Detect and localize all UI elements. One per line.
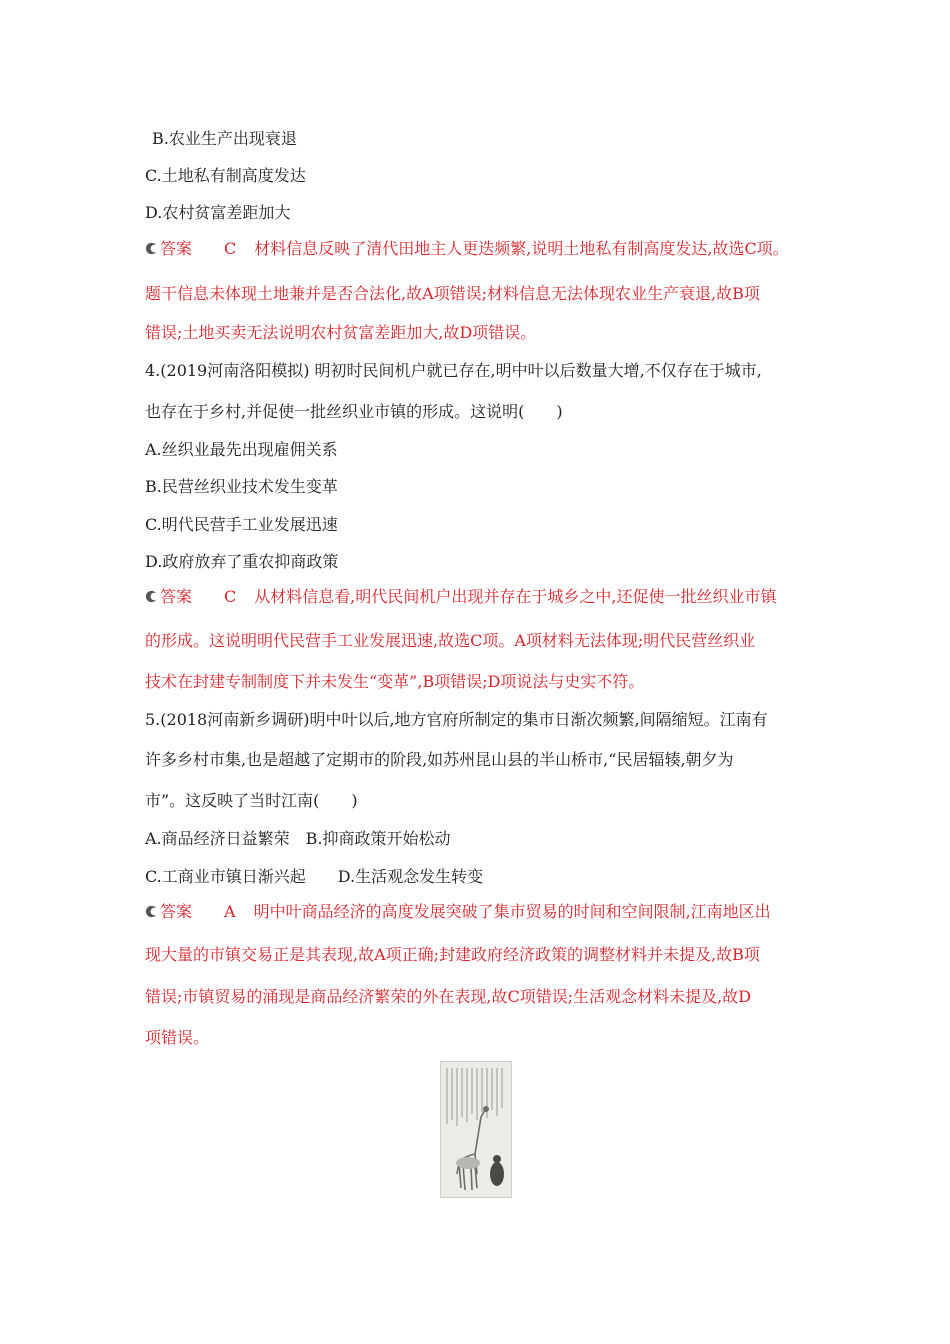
answer-letter: C: [224, 239, 237, 258]
giraffe-painting-image: [440, 1061, 512, 1198]
q4-option-d: D.政府放弃了重农抑商政策: [145, 552, 339, 571]
q3-answer-line-1: [145, 239, 789, 259]
q5-answer-line-4: 项错误。: [145, 1028, 210, 1047]
q5-answer-line-1: [145, 902, 771, 922]
answer-text: 从材料信息看,明代民间机户出现并存在于城乡之中,还促使一批丝织业市镇: [254, 587, 777, 606]
q4-option-c: C.明代民营手工业发展迅速: [145, 515, 338, 534]
answer-marker-icon: [145, 905, 158, 918]
answer-letter: A: [224, 902, 236, 921]
q3-answer-line-2: 题干信息未体现土地兼并是否合法化,故A项错误;材料信息无法体现农业生产衰退,故B项: [145, 284, 760, 303]
answer-label: 答案: [160, 587, 193, 606]
q5-answer-line-2: 现大量的市镇交易正是其表现,故A项正确;封建政府经济政策的调整材料并未提及,故B项: [145, 945, 760, 964]
q3-option-d: D.农村贫富差距加大: [145, 203, 291, 222]
q4-answer-line-2: 的形成。这说明明代民营手工业发展迅速,故选C项。A项材料无法体现;明代民营丝织业: [145, 631, 756, 650]
answer-marker-icon: [145, 242, 158, 255]
q5-stem-line-2: 许多乡村市集,也是超越了定期市的阶段,如苏州昆山县的半山桥市,“民居辐辏,朝夕为: [145, 750, 734, 769]
answer-marker-icon: [145, 590, 158, 603]
answer-header: [145, 902, 192, 922]
q4-answer-line-3: 技术在封建专制制度下并未发生“变革”,B项错误;D项说法与史实不符。: [145, 672, 645, 691]
answer-header: [145, 587, 192, 607]
q4-option-a: A.丝织业最先出现雇佣关系: [145, 440, 338, 459]
q5-options-cd: C.工商业市镇日渐兴起 D.生活观念发生转变: [145, 867, 484, 886]
giraffe-painting-icon: [441, 1062, 511, 1197]
q3-option-c: C.土地私有制高度发达: [145, 166, 306, 185]
q5-options-ab: A.商品经济日益繁荣 B.抑商政策开始松动: [145, 829, 451, 848]
q3-answer-line-3: 错误;土地买卖无法说明农村贫富差距加大,故D项错误。: [145, 323, 537, 342]
q4-answer-line-1: [145, 587, 776, 607]
q3-option-b: B.农业生产出现衰退: [152, 129, 297, 148]
q5-answer-line-3: 错误;市镇贸易的涌现是商品经济繁荣的外在表现,故C项错误;生活观念材料未提及,故D: [145, 987, 752, 1006]
q4-stem-line-1: 4.(2019河南洛阳模拟) 明初时民间机户就已存在,明中叶以后数量大增,不仅存在于城市,: [145, 361, 762, 380]
answer-text: 明中叶商品经济的高度发展突破了集市贸易的时间和空间限制,江南地区出: [253, 902, 771, 921]
answer-label: 答案: [160, 239, 193, 258]
answer-letter: C: [224, 587, 237, 606]
q4-option-b: B.民营丝织业技术发生变革: [145, 477, 338, 496]
answer-text: 材料信息反映了清代田地主人更迭频繁,说明土地私有制高度发达,故选C项。: [254, 239, 789, 258]
q5-stem-line-3: 市”。这反映了当时江南( ): [145, 791, 358, 810]
q4-stem-line-2: 也存在于乡村,并促使一批丝织业市镇的形成。这说明( ): [145, 402, 563, 421]
answer-label: 答案: [160, 902, 193, 921]
q5-stem-line-1: 5.(2018河南新乡调研)明中叶以后,地方官府所制定的集市日渐次频繁,间隔缩短。江南有: [145, 710, 768, 729]
answer-header: [145, 239, 192, 259]
